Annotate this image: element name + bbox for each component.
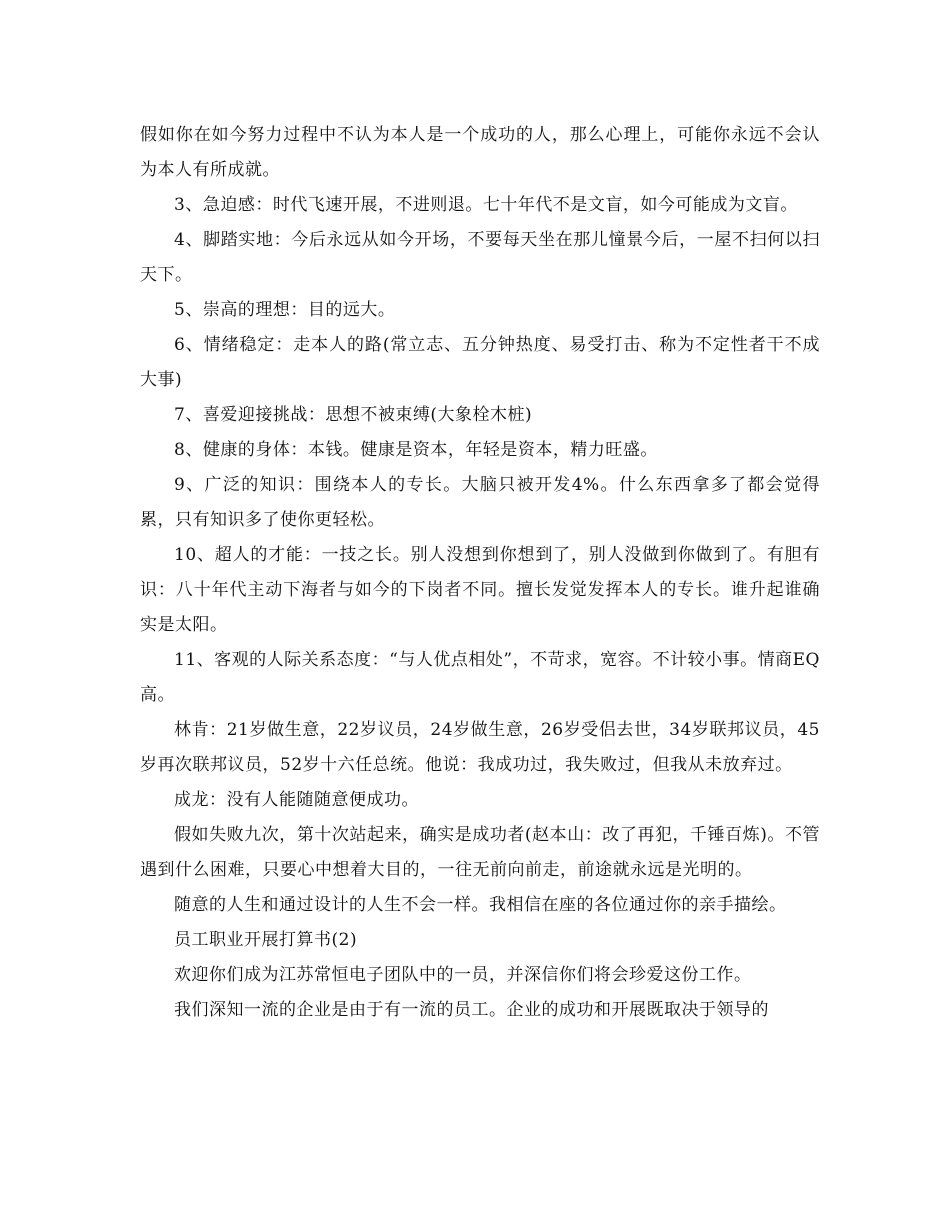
paragraph: 8、健康的身体：本钱。健康是资本，年轻是资本，精力旺盛。: [174, 440, 658, 460]
paragraph: 假如你在如今努力过程中不认为本人是一个成功的人，那么心理上，可能你永远不会认为本人有所成就。: [140, 125, 820, 180]
paragraph: 3、急迫感：时代飞速开展，不进则退。七十年代不是文盲，如今可能成为文盲。: [174, 195, 798, 215]
paragraph: 9、广泛的知识：围绕本人的专长。大脑只被开发4%。什么东西拿多了都会觉得累，只有知识多了使你更轻松。: [140, 475, 820, 530]
paragraph: 欢迎你们成为江苏常恒电子团队中的一员，并深信你们将会珍爱这份工作。: [174, 965, 752, 985]
paragraph: 6、情绪稳定：走本人的路(常立志、五分钟热度、易受打击、称为不定性者干不成大事): [140, 335, 820, 390]
section-heading: 员工职业开展打算书(2): [174, 930, 358, 950]
paragraph: 林肯：21岁做生意，22岁议员，24岁做生意，26岁受侣去世，34岁联邦议员，45岁再次联邦议员，52岁十六任总统。他说：我成功过，我失败过，但我从未放弃过。: [140, 720, 820, 775]
paragraph: 成龙：没有人能随随意便成功。: [174, 790, 419, 810]
document-body: [140, 118, 820, 1028]
paragraph: 5、崇高的理想：目的远大。: [174, 300, 396, 320]
paragraph: 4、脚踏实地：今后永远从如今开场，不要每天坐在那儿憧景今后，一屋不扫何以扫天下。: [140, 230, 820, 285]
paragraph: 7、喜爱迎接挑战：思想不被束缚(大象栓木桩): [174, 405, 533, 425]
paragraph: 11、客观的人际关系态度：“与人优点相处”，不苛求，宽容。不计较小事。情商EQ高。: [140, 650, 820, 705]
paragraph: 10、超人的才能：一技之长。别人没想到你想到了，别人没做到你做到了。有胆有识：八十年代主动下海者与如今的下岗者不同。擅长发觉发挥本人的专长。谁升起谁确实是太阳。: [140, 545, 820, 635]
paragraph: 假如失败九次，第十次站起来，确实是成功者(赵本山：改了再犯，千锤百炼)。不管遇到什么困难，只要心中想着大目的，一往无前向前走，前途就永远是光明的。: [140, 825, 820, 880]
paragraph: 我们深知一流的企业是由于有一流的员工。企业的成功和开展既取决于领导的: [174, 1000, 769, 1020]
paragraph: 随意的人生和通过设计的人生不会一样。我相信在座的各位通过你的亲手描绘。: [174, 895, 787, 915]
